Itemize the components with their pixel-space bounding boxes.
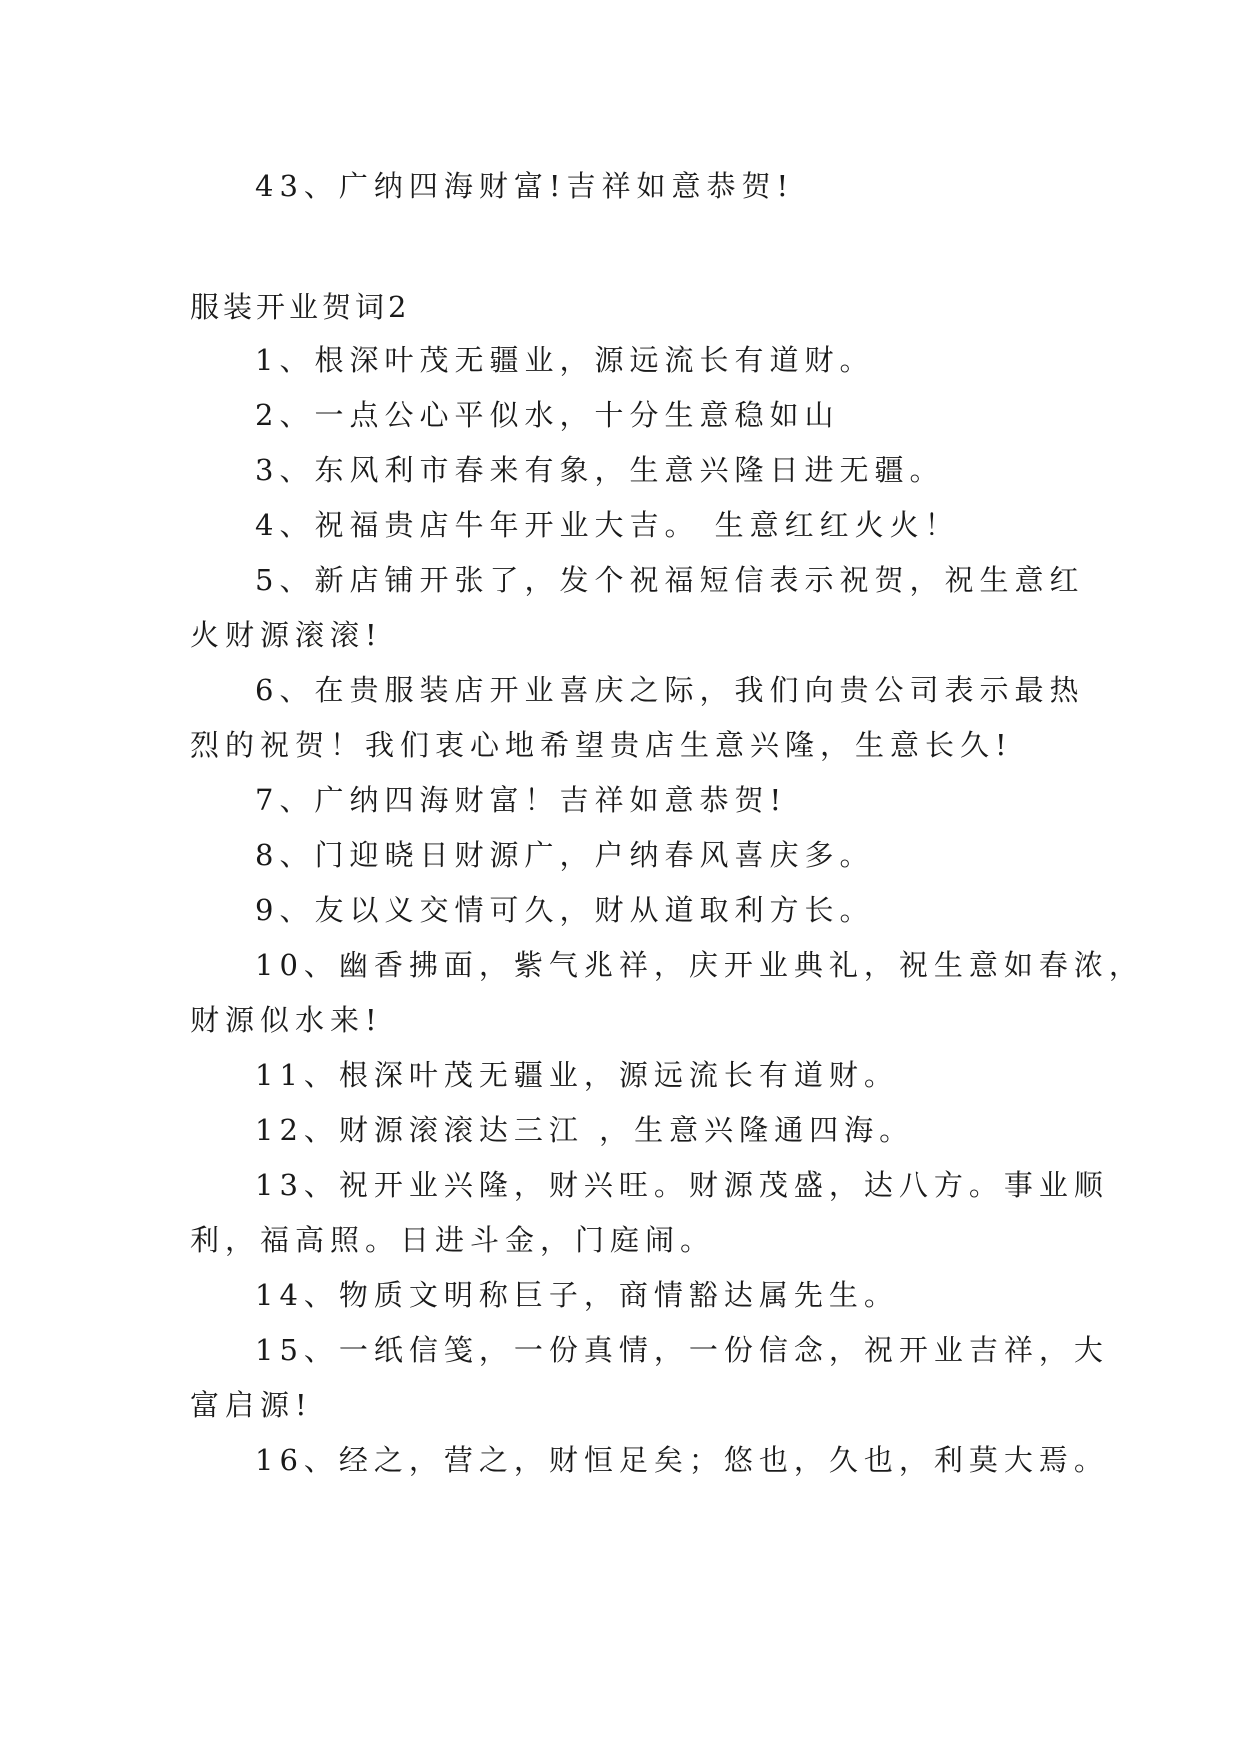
line-item: 5、新店铺开张了，发个祝福短信表示祝贺，祝生意红 [255, 563, 1085, 597]
line-item: 3、东风利市春来有象，生意兴隆日进无疆。 [255, 453, 945, 487]
line-item: 10、幽香拂面，紫气兆祥，庆开业典礼，祝生意如春浓， [255, 948, 1144, 982]
line-item: 9、友以义交情可久，财从道取利方长。 [255, 893, 875, 927]
line-item-continuation: 烈的祝贺！我们衷心地希望贵店生意兴隆，生意长久! [190, 728, 1013, 762]
line-item-continuation: 利，福高照。日进斗金，门庭闹。 [190, 1223, 716, 1257]
line-item: 16、经之，营之，财恒足矣；悠也，久也，利莫大焉。 [255, 1443, 1109, 1477]
line-item: 11、根深叶茂无疆业，源远流长有道财。 [255, 1058, 899, 1092]
line-item-continuation: 富启源! [190, 1388, 313, 1422]
line-item: 15、一纸信笺，一份真情，一份信念，祝开业吉祥，大 [255, 1333, 1109, 1367]
line-item: 12、财源滚滚达三江 ，生意兴隆通四海。 [255, 1113, 915, 1147]
line-item: 13、祝开业兴隆，财兴旺。财源茂盛，达八方。事业顺 [255, 1168, 1109, 1202]
line-item: 14、物质文明称巨子，商情豁达属先生。 [255, 1278, 899, 1312]
line-item: 8、门迎晓日财源广，户纳春风喜庆多。 [255, 838, 875, 872]
line-item: 6、在贵服装店开业喜庆之际，我们向贵公司表示最热 [255, 673, 1085, 707]
line-item: 7、广纳四海财富！吉祥如意恭贺! [255, 783, 788, 817]
line-item-continuation: 财源似水来! [190, 1003, 383, 1037]
line-item-continuation: 火财源滚滚! [190, 618, 383, 652]
line-item: 1、根深叶茂无疆业，源远流长有道财。 [255, 343, 875, 377]
line-item: 4、祝福贵店牛年开业大吉。 生意红红火火！ [255, 508, 960, 542]
section-title: 服装开业贺词2 [190, 290, 411, 324]
line-item: 2、一点公心平似水，十分生意稳如山 [255, 398, 840, 432]
top-item: 43、广纳四海财富!吉祥如意恭贺! [255, 169, 795, 203]
